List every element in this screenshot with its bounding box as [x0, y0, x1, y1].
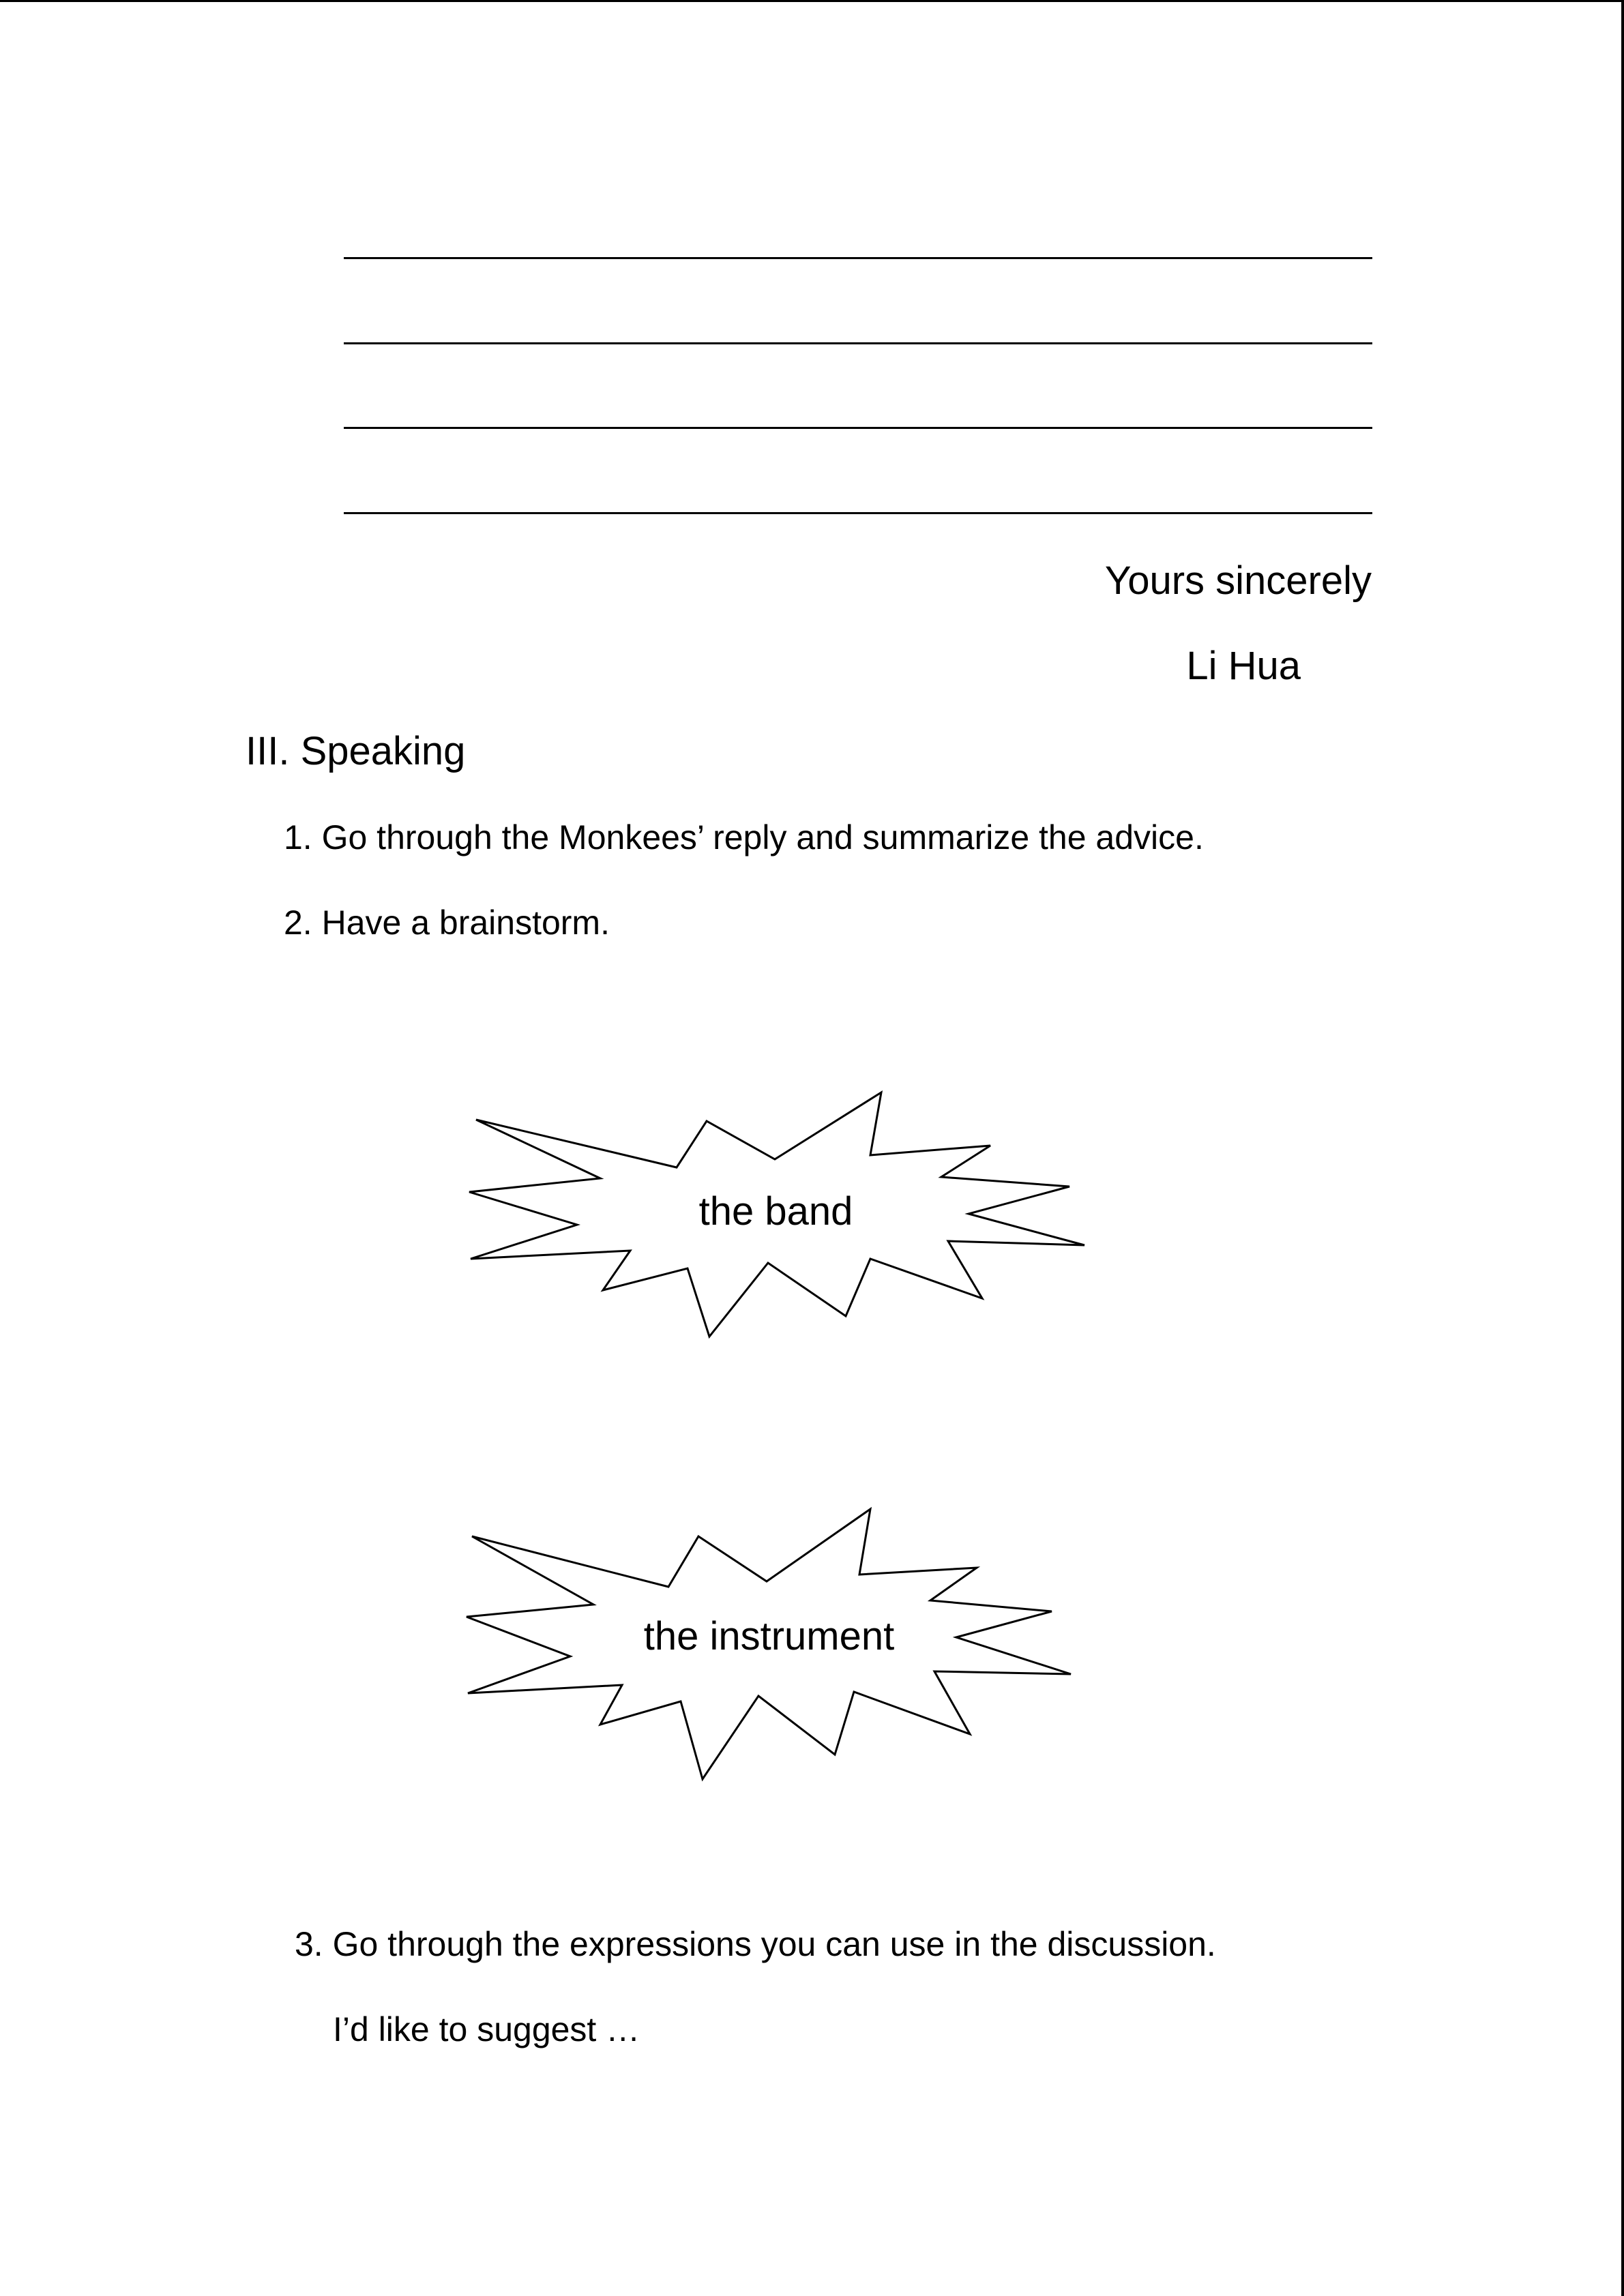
writing-line: [344, 342, 1372, 344]
burst-label: the band: [698, 1189, 853, 1234]
task-item-2: 2. Have a brainstorm.: [284, 904, 610, 942]
brainstorm-burst-instrument: [464, 1502, 1074, 1782]
letter-signature: Li Hua: [1186, 644, 1301, 688]
writing-line: [344, 257, 1372, 259]
section-title: III. Speaking: [246, 729, 466, 773]
letter-closing: Yours sincerely: [1104, 558, 1372, 603]
burst-label: the instrument: [643, 1614, 895, 1658]
writing-line: [344, 427, 1372, 429]
brainstorm-burst-band: [464, 1090, 1088, 1342]
expression-example: I’d like to suggest …: [333, 2010, 640, 2048]
writing-line: [344, 512, 1372, 514]
task-item-3: 3. Go through the expressions you can use in the discussion.: [295, 1925, 1216, 1963]
task-item-1: 1. Go through the Monkees’ reply and summarize the advice.: [284, 818, 1204, 856]
